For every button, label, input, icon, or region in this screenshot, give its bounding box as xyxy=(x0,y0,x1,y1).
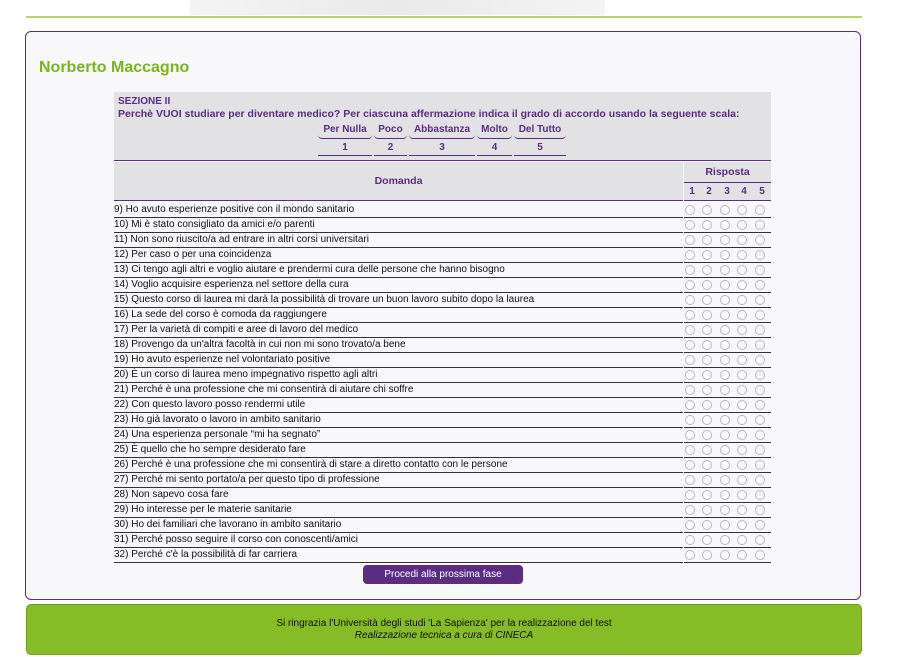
answer-radio-4[interactable] xyxy=(737,250,747,260)
answer-column-header xyxy=(684,162,771,201)
answer-radio-2[interactable] xyxy=(702,220,712,230)
section-instructions: Perchè VUOI studiare per diventare medico? Per ciascuna affermazione indica il grado di accordo usando la seguente scala: xyxy=(118,108,740,120)
table-row xyxy=(114,503,771,518)
question-text: 11) Non sono riuscito/a ad entrare in altri corsi universitari xyxy=(114,233,683,248)
answer-radio-2[interactable] xyxy=(702,250,712,260)
answer-options xyxy=(684,518,771,533)
answer-radio-4[interactable] xyxy=(737,400,747,410)
answer-radio-3[interactable] xyxy=(720,550,730,560)
answer-radio-5[interactable] xyxy=(755,370,765,380)
answer-radio-3[interactable] xyxy=(720,370,730,380)
answer-radio-4[interactable] xyxy=(737,460,747,470)
answer-radio-4[interactable] xyxy=(737,445,747,455)
answer-radio-2[interactable] xyxy=(702,490,712,500)
answer-radio-2[interactable] xyxy=(702,205,712,215)
answer-radio-1[interactable] xyxy=(685,505,695,515)
question-text: 27) Perché mi sento portato/a per questo tipo di professione xyxy=(114,473,683,488)
answer-radio-4[interactable] xyxy=(737,325,747,335)
answer-radio-3[interactable] xyxy=(720,220,730,230)
answer-options xyxy=(684,263,771,278)
answer-radio-5[interactable] xyxy=(755,280,765,290)
answer-radio-2[interactable] xyxy=(702,325,712,335)
answer-radio-5[interactable] xyxy=(755,220,765,230)
answer-radio-2[interactable] xyxy=(702,475,712,485)
answer-options xyxy=(684,218,771,233)
question-column-header xyxy=(114,162,683,201)
answer-radio-3[interactable] xyxy=(720,430,730,440)
answer-radio-5[interactable] xyxy=(755,400,765,410)
question-text: 18) Provengo da un'altra facoltà in cui non mi sono trovato/a bene xyxy=(114,338,683,353)
answer-radio-5[interactable] xyxy=(755,325,765,335)
scale-value: 2 xyxy=(374,142,407,156)
answer-options xyxy=(684,503,771,518)
answer-radio-2[interactable] xyxy=(702,430,712,440)
answer-radio-4[interactable] xyxy=(737,280,747,290)
answer-options xyxy=(684,548,771,563)
answer-options xyxy=(684,458,771,473)
header-divider xyxy=(26,16,862,18)
answer-radio-1[interactable] xyxy=(685,550,695,560)
answer-radio-2[interactable] xyxy=(702,310,712,320)
answer-radio-2[interactable] xyxy=(702,370,712,380)
table-row xyxy=(114,533,771,548)
scale-label: Per Nulla xyxy=(318,124,372,139)
answer-radio-3[interactable] xyxy=(720,295,730,305)
scale-item-1 xyxy=(318,124,372,158)
answer-radio-2[interactable] xyxy=(702,295,712,305)
question-text: 16) La sede del corso è comoda da raggiungere xyxy=(114,308,683,323)
scale-item-4 xyxy=(477,124,512,158)
answer-radio-1[interactable] xyxy=(685,250,695,260)
question-header-label: Domanda xyxy=(374,175,423,187)
table-row xyxy=(114,233,771,248)
answer-radio-4[interactable] xyxy=(737,235,747,245)
answer-radio-5[interactable] xyxy=(755,235,765,245)
answer-radio-2[interactable] xyxy=(702,385,712,395)
question-text: 29) Ho interesse per le materie sanitarie xyxy=(114,503,683,518)
table-row xyxy=(114,473,771,488)
answer-radio-4[interactable] xyxy=(737,205,747,215)
answer-radio-3[interactable] xyxy=(720,235,730,245)
answer-radio-3[interactable] xyxy=(720,355,730,365)
answer-radio-1[interactable] xyxy=(685,430,695,440)
scale-label: Del Tutto xyxy=(514,124,566,139)
answer-options xyxy=(684,398,771,413)
answer-radio-3[interactable] xyxy=(720,460,730,470)
answer-options xyxy=(684,248,771,263)
scale-label: Poco xyxy=(374,124,407,139)
answer-radio-1[interactable] xyxy=(685,370,695,380)
answer-header-label: Risposta xyxy=(684,166,771,183)
answer-radio-2[interactable] xyxy=(702,460,712,470)
scale-item-2 xyxy=(374,124,407,158)
answer-radio-2[interactable] xyxy=(702,550,712,560)
answer-radio-2[interactable] xyxy=(702,340,712,350)
answer-radio-4[interactable] xyxy=(737,520,747,530)
scale-value: 5 xyxy=(514,142,566,156)
answer-radio-1[interactable] xyxy=(685,205,695,215)
answer-radio-4[interactable] xyxy=(737,550,747,560)
scale-value: 4 xyxy=(477,142,512,156)
answer-column-4: 4 xyxy=(741,186,747,197)
answer-options xyxy=(684,278,771,293)
answer-radio-4[interactable] xyxy=(737,340,747,350)
footer xyxy=(26,604,862,655)
answer-radio-5[interactable] xyxy=(755,265,765,275)
table-row xyxy=(114,383,771,398)
answer-radio-5[interactable] xyxy=(755,205,765,215)
answer-radio-2[interactable] xyxy=(702,265,712,275)
answer-radio-3[interactable] xyxy=(720,250,730,260)
answer-radio-5[interactable] xyxy=(755,310,765,320)
answer-radio-5[interactable] xyxy=(755,340,765,350)
answer-radio-3[interactable] xyxy=(720,205,730,215)
scale-item-3 xyxy=(409,124,475,158)
answer-radio-1[interactable] xyxy=(685,355,695,365)
answer-radio-2[interactable] xyxy=(702,505,712,515)
answer-radio-4[interactable] xyxy=(737,310,747,320)
answer-radio-1[interactable] xyxy=(685,220,695,230)
answer-radio-3[interactable] xyxy=(720,280,730,290)
answer-radio-1[interactable] xyxy=(685,415,695,425)
table-row xyxy=(114,323,771,338)
answer-options xyxy=(684,338,771,353)
table-row xyxy=(114,458,771,473)
answer-radio-5[interactable] xyxy=(755,490,765,500)
table-row xyxy=(114,263,771,278)
answer-radio-3[interactable] xyxy=(720,400,730,410)
answer-radio-3[interactable] xyxy=(720,445,730,455)
answer-radio-1[interactable] xyxy=(685,445,695,455)
answer-options xyxy=(684,293,771,308)
answer-radio-1[interactable] xyxy=(685,385,695,395)
answer-radio-1[interactable] xyxy=(685,235,695,245)
answer-column-3: 3 xyxy=(724,186,730,197)
answer-radio-5[interactable] xyxy=(755,445,765,455)
answer-radio-5[interactable] xyxy=(755,415,765,425)
answer-options xyxy=(684,473,771,488)
answer-radio-3[interactable] xyxy=(720,490,730,500)
answer-radio-4[interactable] xyxy=(737,265,747,275)
answer-radio-5[interactable] xyxy=(755,475,765,485)
answer-radio-3[interactable] xyxy=(720,505,730,515)
answer-radio-4[interactable] xyxy=(737,220,747,230)
answer-radio-5[interactable] xyxy=(755,385,765,395)
answer-radio-4[interactable] xyxy=(737,355,747,365)
answer-options xyxy=(684,533,771,548)
answer-radio-1[interactable] xyxy=(685,490,695,500)
table-row xyxy=(114,338,771,353)
question-text: 17) Per la varietà di compiti e aree di lavoro del medico xyxy=(114,323,683,338)
table-row xyxy=(114,218,771,233)
answer-radio-4[interactable] xyxy=(737,505,747,515)
table-row xyxy=(114,548,771,563)
answer-radio-2[interactable] xyxy=(702,415,712,425)
answer-radio-1[interactable] xyxy=(685,325,695,335)
answer-radio-3[interactable] xyxy=(720,385,730,395)
answer-options xyxy=(684,368,771,383)
answer-radio-4[interactable] xyxy=(737,535,747,545)
question-text: 15) Questo corso di laurea mi darà la possibilità di trovare un buon lavoro subito dopo la laurea xyxy=(114,293,683,308)
answer-radio-5[interactable] xyxy=(755,355,765,365)
table-row xyxy=(114,398,771,413)
question-text: 31) Perché posso seguire il corso con conoscenti/amici xyxy=(114,533,683,548)
answer-radio-5[interactable] xyxy=(755,550,765,560)
answer-options xyxy=(684,353,771,368)
table-row xyxy=(114,413,771,428)
answer-radio-5[interactable] xyxy=(755,520,765,530)
answer-radio-3[interactable] xyxy=(720,310,730,320)
answer-radio-5[interactable] xyxy=(755,250,765,260)
answer-options xyxy=(684,413,771,428)
answer-options xyxy=(684,443,771,458)
answer-radio-2[interactable] xyxy=(702,445,712,455)
answer-radio-1[interactable] xyxy=(685,280,695,290)
answer-radio-5[interactable] xyxy=(755,460,765,470)
answer-radio-1[interactable] xyxy=(685,310,695,320)
question-text: 22) Con questo lavoro posso rendermi utile xyxy=(114,398,683,413)
answer-radio-5[interactable] xyxy=(755,505,765,515)
answer-radio-3[interactable] xyxy=(720,265,730,275)
section-header xyxy=(114,92,771,161)
answer-radio-4[interactable] xyxy=(737,430,747,440)
answer-radio-3[interactable] xyxy=(720,535,730,545)
table-row xyxy=(114,428,771,443)
answer-column-2: 2 xyxy=(706,186,712,197)
question-text: 10) Mi è stato consigliato da amici e/o parenti xyxy=(114,218,683,233)
answer-radio-3[interactable] xyxy=(720,520,730,530)
question-text: 32) Perché c'è la possibilità di far carriera xyxy=(114,548,683,563)
answer-options xyxy=(684,233,771,248)
answer-radio-4[interactable] xyxy=(737,295,747,305)
section-title: SEZIONE II xyxy=(118,96,171,107)
table-row xyxy=(114,518,771,533)
answer-radio-2[interactable] xyxy=(702,520,712,530)
question-text: 24) Una esperienza personale “mi ha segnato” xyxy=(114,428,683,443)
answer-radio-3[interactable] xyxy=(720,475,730,485)
answer-options xyxy=(684,383,771,398)
footer-thanks: Si ringrazia l'Università degli studi 'La Sapienza' per la realizzazione del test xyxy=(276,618,612,629)
table-row xyxy=(114,293,771,308)
answer-radio-1[interactable] xyxy=(685,295,695,305)
answer-radio-5[interactable] xyxy=(755,535,765,545)
answer-radio-5[interactable] xyxy=(755,295,765,305)
answer-radio-1[interactable] xyxy=(685,520,695,530)
question-text: 30) Ho dei familiari che lavorano in ambito sanitario xyxy=(114,518,683,533)
answer-radio-2[interactable] xyxy=(702,355,712,365)
scale-value: 3 xyxy=(409,142,475,156)
scale-value: 1 xyxy=(318,142,372,156)
table-row xyxy=(114,308,771,323)
user-name: Norberto Maccagno xyxy=(39,59,190,76)
answer-radio-5[interactable] xyxy=(755,430,765,440)
table-row xyxy=(114,203,771,218)
answer-radio-2[interactable] xyxy=(702,280,712,290)
answer-radio-1[interactable] xyxy=(685,475,695,485)
answer-options xyxy=(684,428,771,443)
answer-column-5: 5 xyxy=(759,186,765,197)
answer-radio-3[interactable] xyxy=(720,325,730,335)
table-row xyxy=(114,488,771,503)
answer-radio-4[interactable] xyxy=(737,385,747,395)
next-phase-button[interactable]: Procedi alla prossima fase xyxy=(363,565,523,584)
table-row xyxy=(114,443,771,458)
answer-radio-2[interactable] xyxy=(702,400,712,410)
answer-options xyxy=(684,323,771,338)
question-text: 14) Voglio acquisire esperienza nel settore della cura xyxy=(114,278,683,293)
question-text: 12) Per caso o per una coincidenza xyxy=(114,248,683,263)
question-text: 9) Ho avuto esperienze positive con il mondo sanitario xyxy=(114,203,683,218)
answer-options xyxy=(684,488,771,503)
table-row xyxy=(114,278,771,293)
table-row xyxy=(114,368,771,383)
question-text: 19) Ho avuto esperienze nel volontariato positive xyxy=(114,353,683,368)
scale-label: Molto xyxy=(477,124,512,139)
answer-radio-4[interactable] xyxy=(737,490,747,500)
answer-radio-2[interactable] xyxy=(702,235,712,245)
answer-radio-3[interactable] xyxy=(720,415,730,425)
answer-radio-2[interactable] xyxy=(702,535,712,545)
question-text: 20) È un corso di laurea meno impegnativo rispetto agli altri xyxy=(114,368,683,383)
answer-radio-4[interactable] xyxy=(737,475,747,485)
question-text: 28) Non sapevo cosa fare xyxy=(114,488,683,503)
footer-credit: Realizzazione tecnica a cura di CINECA xyxy=(354,630,534,641)
table-row xyxy=(114,248,771,263)
answer-column-1: 1 xyxy=(689,186,695,197)
answer-radio-4[interactable] xyxy=(737,370,747,380)
answer-radio-4[interactable] xyxy=(737,415,747,425)
question-text: 25) È quello che ho sempre desiderato fare xyxy=(114,443,683,458)
question-text: 21) Perché è una professione che mi consentirà di aiutare chi soffre xyxy=(114,383,683,398)
answer-options xyxy=(684,308,771,323)
answer-radio-1[interactable] xyxy=(685,340,695,350)
table-row xyxy=(114,353,771,368)
answer-radio-3[interactable] xyxy=(720,340,730,350)
answer-options xyxy=(684,203,771,218)
answer-radio-1[interactable] xyxy=(685,460,695,470)
question-text: 23) Ho già lavorato o lavoro in ambito sanitario xyxy=(114,413,683,428)
answer-radio-1[interactable] xyxy=(685,400,695,410)
question-text: 13) Ci tengo agli altri e voglio aiutare e prendermi cura delle persone che hanno bisogno xyxy=(114,263,683,278)
question-text: 26) Perché è una professione che mi consentirà di stare a diretto contatto con le persone xyxy=(114,458,683,473)
header-graphic xyxy=(190,0,605,15)
scale-item-5 xyxy=(514,124,566,158)
answer-radio-1[interactable] xyxy=(685,265,695,275)
answer-radio-1[interactable] xyxy=(685,535,695,545)
scale-label: Abbastanza xyxy=(409,124,475,139)
